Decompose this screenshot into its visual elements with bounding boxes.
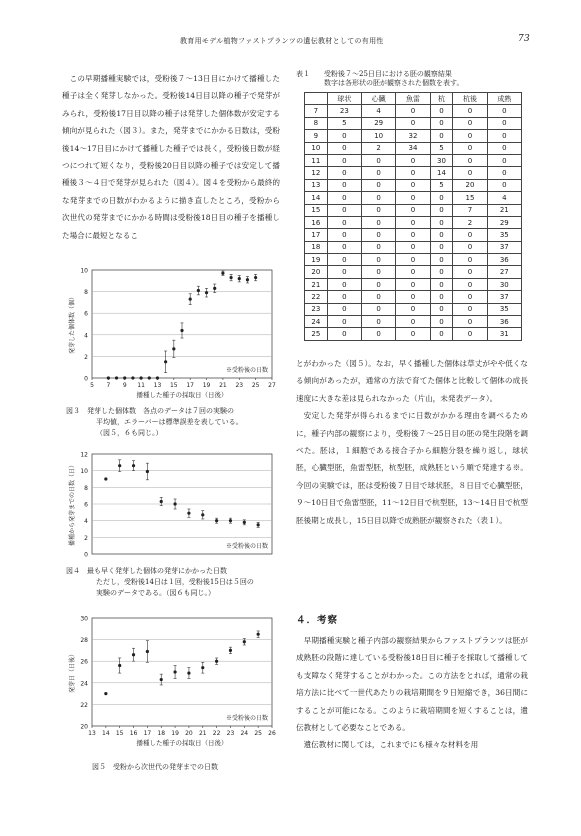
y-axis-label: 発芽した個体数（個） (69, 293, 76, 355)
data-point (172, 347, 175, 350)
table-cell: 0 (487, 142, 521, 154)
data-point (131, 376, 134, 379)
table-cell: 0 (362, 316, 396, 328)
table-cell: 0 (327, 303, 361, 315)
data-point (243, 640, 246, 643)
paragraph: この早期播種実験では，受粉後７～13日目にかけて播種した種子は全く発芽しなかった。受粉後14日目以降の種子で発芽がみられ，受粉後17日目以降の種子は発芽した個体数が安定する傾向が見られた（図３）。また，発芽までにかかる日数は，受粉後14～17日目にかけて播種した種子では長く，受粉後日数が経つにつれて短くなり，受粉後20日目以降の種子では安定して播種後３～４日で発芽が見られた（図４）。図４を受粉から最終的な発芽までの日数がわかるように描き直したところ，受粉から次世代の発芽までにかかる時間は受粉後18日目の種子を播種した場合に最短となるこ (62, 74, 280, 240)
table-cell: 0 (430, 105, 453, 117)
table-cell: 27 (487, 266, 521, 278)
table-cell: 0 (327, 179, 361, 191)
results-table (304, 92, 522, 341)
table-cell: 4 (487, 192, 521, 204)
table-cell: 0 (430, 328, 453, 340)
table-cell: 2 (362, 142, 396, 154)
table-row (305, 117, 522, 129)
table-cell: 21 (487, 204, 521, 216)
table-cell: 0 (327, 241, 361, 253)
data-point (132, 464, 135, 467)
data-point (132, 653, 135, 656)
fig5-chart (62, 610, 282, 750)
table-cell: 0 (453, 278, 487, 290)
data-point (146, 470, 149, 473)
table-cell: 11 (305, 154, 328, 166)
table-cell: 0 (430, 266, 453, 278)
table-cell: 7 (305, 105, 328, 117)
figure-3 (62, 262, 282, 402)
data-point (238, 277, 241, 280)
table-header-cell: 杭 (430, 93, 453, 105)
table-cell: 30 (430, 154, 453, 166)
section-title: ４．考察 (296, 615, 339, 626)
table-cell: 29 (487, 216, 521, 228)
table-row (305, 328, 522, 340)
y-tick-label: 10 (80, 468, 88, 476)
table-cell: 25 (305, 328, 328, 340)
table-row (305, 316, 522, 328)
table-cell: 0 (362, 167, 396, 179)
fig3-caption-line: （図５，６も同じ。） (96, 429, 163, 437)
table-cell: 0 (453, 291, 487, 303)
table-cell: 0 (362, 254, 396, 266)
fig4-caption-line: 図４ 最も早く発芽した個体の発芽にかかった日数 (66, 567, 227, 575)
table-row (305, 303, 522, 315)
data-point (229, 519, 232, 522)
data-point (205, 291, 208, 294)
table-cell: 36 (487, 254, 521, 266)
table-row (305, 130, 522, 142)
chart-annotation: ※受粉後の日数 (225, 715, 268, 722)
data-point (148, 376, 151, 379)
table-row (305, 167, 522, 179)
y-tick-label: 2 (84, 353, 88, 361)
x-tick-label: 5 (90, 382, 94, 389)
table-cell: 0 (430, 130, 453, 142)
table-cell: 0 (453, 130, 487, 142)
table-row (305, 179, 522, 191)
table-cell: 24 (305, 316, 328, 328)
table-cell: 0 (430, 278, 453, 290)
fig4-chart (62, 446, 282, 564)
table-cell: 0 (487, 130, 521, 142)
table-cell: 0 (453, 303, 487, 315)
y-tick-label: 12 (80, 451, 88, 459)
fig5-caption-line: 図５ 受粉から次世代の発芽までの日数 (92, 763, 218, 771)
chart-annotation: ※受粉後の日数 (225, 367, 268, 374)
discussion-text (296, 632, 528, 754)
data-point (146, 650, 149, 653)
data-point (115, 376, 118, 379)
table-cell: 0 (396, 266, 430, 278)
table-cell: 19 (305, 254, 328, 266)
data-point (160, 500, 163, 503)
table-cell: 0 (396, 192, 430, 204)
y-tick-label: 0 (84, 375, 88, 383)
table-cell: 22 (305, 291, 328, 303)
y-tick-label: 26 (80, 658, 88, 666)
y-tick-label: 2 (84, 534, 88, 542)
table-number: 表１ (296, 70, 310, 78)
table-cell: 0 (327, 216, 361, 228)
chart-annotation: ※受粉後の日数 (225, 543, 268, 550)
table-cell: 0 (396, 291, 430, 303)
figure-5 (62, 610, 282, 750)
plot-frame (92, 618, 272, 726)
table-cell: 0 (327, 328, 361, 340)
table-cell: 0 (453, 316, 487, 328)
x-tick-label: 17 (143, 730, 152, 737)
table-row (305, 204, 522, 216)
x-tick-label: 15 (115, 730, 124, 737)
paragraph: 早期播種実験と種子内部の観察結果からファストプランツは胚が成熟胚の段階に達している受粉後18日目に種子を採取して播種しても支障なく発芽することがわかった。この方法をとれば，通常の栽培方法に比べて一世代あたりの栽培期間を９日短縮でき，36日間にすることが可能になる。このように栽培期間を短くすることは，遺伝教材として必要なことである。 (296, 636, 528, 733)
y-tick-label: 8 (84, 484, 88, 492)
table-cell: 0 (396, 328, 430, 340)
y-tick-label: 24 (80, 680, 88, 688)
table-header-cell: 魚雷 (396, 93, 430, 105)
table-cell: 37 (487, 291, 521, 303)
table-cell: 0 (396, 167, 430, 179)
table-cell: 5 (430, 179, 453, 191)
x-tick-label: 21 (219, 382, 227, 389)
table-row (305, 216, 522, 228)
table-cell: 18 (305, 241, 328, 253)
x-tick-label: 16 (129, 730, 138, 737)
table-cell: 9 (305, 130, 328, 142)
table-cell: 0 (327, 316, 361, 328)
table-cell: 13 (305, 179, 328, 191)
data-point (229, 276, 232, 279)
table-cell: 0 (453, 266, 487, 278)
table-cell: 0 (430, 229, 453, 241)
table-1 (296, 70, 528, 341)
table-body (305, 105, 522, 340)
x-tick-label: 23 (235, 382, 244, 389)
paragraph: 安定した発芽が得られるまでに日数がかかる理由を調べるために，種子内部の観察により，受粉後７～25日目の胚の発生段階を調べた。胚は，１細胞である接合子から細胞分裂を繰り返し，球状胚，心臓型胚，魚雷型胚，杭型胚，成熟胚という順で発達する※。今回の実験では，胚は受粉後７日目で球状胚，８日目で心臓型胚，９～10日目で魚雷型胚，11～12日目で杭型胚，13～14日目で杭型胚後期と成長し，15日目以降で成熟胚が観察された（表１）。 (296, 411, 528, 525)
table-cell: 0 (327, 192, 361, 204)
figure-4 (62, 446, 282, 564)
x-tick-label: 9 (122, 382, 127, 389)
x-tick-label: 25 (251, 382, 260, 389)
data-point (104, 477, 107, 480)
table-row (305, 192, 522, 204)
table-cell: 0 (453, 254, 487, 266)
table-cell: 0 (396, 278, 430, 290)
table-cell: 0 (327, 130, 361, 142)
table-cell: 0 (453, 328, 487, 340)
table-cell: 0 (453, 167, 487, 179)
data-point (118, 464, 121, 467)
table-cell: 12 (305, 167, 328, 179)
table-cell: 4 (362, 105, 396, 117)
data-point (156, 376, 159, 379)
table-cell: 0 (327, 154, 361, 166)
table-cell: 0 (430, 204, 453, 216)
y-axis-label: 発芽日（日後） (69, 650, 76, 694)
table-cell: 0 (362, 266, 396, 278)
table-cell: 0 (430, 241, 453, 253)
table-cell: 0 (396, 216, 430, 228)
table-cell: 15 (453, 192, 487, 204)
table-cell: 0 (396, 241, 430, 253)
x-tick-label: 13 (88, 730, 96, 737)
table-row (305, 105, 522, 117)
x-tick-label: 23 (226, 730, 235, 737)
table-cell: 23 (327, 105, 361, 117)
data-point (221, 272, 224, 275)
right-column-text (296, 355, 528, 529)
data-point (189, 298, 192, 301)
data-point (173, 502, 176, 505)
data-point (180, 329, 183, 332)
table-header-cell (305, 93, 328, 105)
table-caption (296, 70, 528, 88)
table-row (305, 278, 522, 290)
table-cell: 8 (305, 117, 328, 129)
x-tick-label: 19 (202, 382, 211, 389)
y-tick-label: 0 (84, 551, 88, 559)
y-tick-label: 4 (84, 518, 88, 526)
table-cell: 0 (327, 167, 361, 179)
x-tick-label: 15 (169, 382, 178, 389)
table-header-cell: 杭後 (453, 93, 487, 105)
x-tick-label: 13 (153, 382, 162, 389)
x-tick-label: 21 (198, 730, 207, 737)
header-title: 教育用モデル植物ファストプランツの遺伝教材としての有用性 (180, 37, 384, 45)
table-cell: 35 (487, 303, 521, 315)
table-cell: 0 (453, 117, 487, 129)
table-cell: 0 (327, 229, 361, 241)
y-axis-label: 播種から発芽までの日数（日） (69, 461, 76, 547)
table-cell: 0 (327, 266, 361, 278)
data-point (257, 633, 260, 636)
data-point (187, 671, 190, 674)
table-cell: 14 (430, 167, 453, 179)
table-cell: 0 (327, 204, 361, 216)
table-cell: 0 (327, 278, 361, 290)
table-row (305, 254, 522, 266)
table-cell: 0 (453, 154, 487, 166)
x-tick-label: 26 (268, 730, 276, 737)
table-cell: 0 (453, 142, 487, 154)
data-point (201, 666, 204, 669)
table-cell: 0 (396, 204, 430, 216)
table-cell: 0 (396, 316, 430, 328)
data-point (229, 649, 232, 652)
table-cell: 35 (487, 229, 521, 241)
data-point (123, 376, 126, 379)
table-cell: 0 (487, 179, 521, 191)
data-point (107, 376, 110, 379)
y-tick-label: 28 (80, 637, 88, 645)
table-cell: 10 (362, 130, 396, 142)
fig3-caption-line: 図３ 発芽した個体数 各点のデータは７回の実験の (66, 407, 234, 415)
table-cell: 0 (396, 229, 430, 241)
data-point (104, 692, 107, 695)
data-point (257, 523, 260, 526)
table-cell: 0 (362, 154, 396, 166)
data-point (213, 287, 216, 290)
table-cell: 0 (396, 179, 430, 191)
table-cell: 0 (396, 254, 430, 266)
table-cell: 0 (362, 303, 396, 315)
table-cell: 17 (305, 229, 328, 241)
data-point (197, 289, 200, 292)
table-cell: 0 (487, 167, 521, 179)
x-tick-label: 27 (268, 382, 276, 389)
data-point (243, 521, 246, 524)
table-cell: 0 (487, 154, 521, 166)
table-header-cell: 成熟 (487, 93, 521, 105)
table-caption-line: 数字は各形状の胚が観察された個数を表す。 (324, 79, 464, 87)
fig4-caption-line: ただし，受粉後14日は１回，受粉後15日は５回の (96, 578, 254, 586)
table-cell: 2 (453, 216, 487, 228)
x-tick-label: 14 (102, 730, 110, 737)
data-point (246, 278, 249, 281)
table-cell: 0 (430, 254, 453, 266)
fig3-caption (66, 406, 284, 439)
data-point (139, 376, 142, 379)
y-tick-label: 30 (80, 615, 88, 623)
table-cell: 30 (487, 278, 521, 290)
table-header-cell: 心臓 (362, 93, 396, 105)
x-tick-label: 18 (157, 730, 166, 737)
fig4-caption (66, 566, 284, 599)
table-cell: 0 (396, 105, 430, 117)
table-cell: 0 (430, 316, 453, 328)
table-cell: 32 (396, 130, 430, 142)
data-point (164, 360, 167, 363)
data-point (118, 664, 121, 667)
table-cell: 0 (327, 291, 361, 303)
table-cell: 23 (305, 303, 328, 315)
y-tick-label: 10 (80, 267, 88, 275)
y-tick-label: 6 (84, 501, 88, 509)
x-tick-label: 20 (185, 730, 193, 737)
data-point (254, 276, 257, 279)
table-cell: 0 (362, 204, 396, 216)
table-cell: 0 (327, 254, 361, 266)
data-point (187, 512, 190, 515)
table-cell: 5 (430, 142, 453, 154)
table-cell: 15 (305, 204, 328, 216)
y-tick-label: 8 (84, 289, 88, 297)
y-tick-label: 22 (80, 701, 88, 709)
data-point (173, 670, 176, 673)
table-cell: 0 (453, 229, 487, 241)
x-tick-label: 17 (186, 382, 195, 389)
table-row (305, 154, 522, 166)
table-row (305, 266, 522, 278)
table-cell: 14 (305, 192, 328, 204)
y-tick-label: 20 (80, 723, 88, 731)
x-tick-label: 7 (106, 382, 111, 389)
fig5-caption (92, 762, 292, 773)
data-point (215, 519, 218, 522)
table-cell: 0 (430, 117, 453, 129)
table-row (305, 229, 522, 241)
table-cell: 0 (396, 154, 430, 166)
table-cell: 37 (487, 241, 521, 253)
table-header-row (305, 93, 522, 105)
data-point (160, 678, 163, 681)
left-column-text (62, 70, 280, 244)
table-cell: 0 (396, 117, 430, 129)
table-cell: 0 (487, 105, 521, 117)
x-axis-label: 播種した種子の採取日（日後） (136, 391, 228, 399)
table-cell: 21 (305, 278, 328, 290)
table-cell: 0 (430, 216, 453, 228)
fig4-caption-line: 実験のデータである。（図６も同じ。） (96, 589, 215, 597)
table-cell: 0 (362, 192, 396, 204)
y-tick-label: 6 (84, 310, 88, 318)
table-cell: 0 (453, 105, 487, 117)
table-cell: 20 (305, 266, 328, 278)
x-tick-label: 19 (171, 730, 179, 737)
table-cell: 0 (327, 142, 361, 154)
table-cell: 5 (327, 117, 361, 129)
table-caption-line: 受粉後７～25日目における胚の観察結果 (324, 70, 452, 78)
table-cell: 16 (305, 216, 328, 228)
table-cell: 0 (362, 229, 396, 241)
table-cell: 0 (362, 278, 396, 290)
table-row (305, 241, 522, 253)
paragraph: 遺伝教材に関しては，これまでにも様々な材料を用 (303, 740, 479, 750)
table-cell: 7 (453, 204, 487, 216)
table-cell: 20 (453, 179, 487, 191)
x-axis-label: 播種した種子の採取日（日後） (136, 739, 228, 747)
table-cell: 31 (487, 328, 521, 340)
paragraph: とがわかった（図５）。なお，早く播種した個体は草丈がやや低くなる傾向があったが，通常の方法で育てた個体と比較して個体の成長速度に大きな差は見られなかった（片山，未発表データ）。 (296, 359, 528, 403)
table-cell: 10 (305, 142, 328, 154)
table-cell: 36 (487, 316, 521, 328)
data-point (215, 660, 218, 663)
data-point (201, 513, 204, 516)
table-cell: 0 (430, 291, 453, 303)
fig3-caption-line: 平均値，エラーバーは標準誤差を表している。 (96, 418, 243, 426)
table-cell: 34 (396, 142, 430, 154)
y-tick-label: 4 (84, 332, 88, 340)
table-cell: 0 (362, 179, 396, 191)
table-header-cell: 球状 (327, 93, 361, 105)
table-cell: 0 (362, 291, 396, 303)
table-cell: 0 (362, 241, 396, 253)
table-cell: 0 (430, 192, 453, 204)
table-cell: 0 (396, 303, 430, 315)
page-number: 73 (517, 34, 530, 44)
x-tick-label: 24 (240, 730, 249, 737)
table-cell: 0 (362, 216, 396, 228)
table-cell: 0 (487, 117, 521, 129)
table-cell: 0 (453, 241, 487, 253)
table-cell: 29 (362, 117, 396, 129)
x-tick-label: 11 (137, 382, 145, 389)
table-row (305, 142, 522, 154)
fig3-chart (62, 262, 282, 402)
table-cell: 0 (362, 328, 396, 340)
table-cell: 0 (430, 303, 453, 315)
x-tick-label: 22 (212, 730, 221, 737)
x-tick-label: 25 (254, 730, 262, 737)
table-row (305, 291, 522, 303)
